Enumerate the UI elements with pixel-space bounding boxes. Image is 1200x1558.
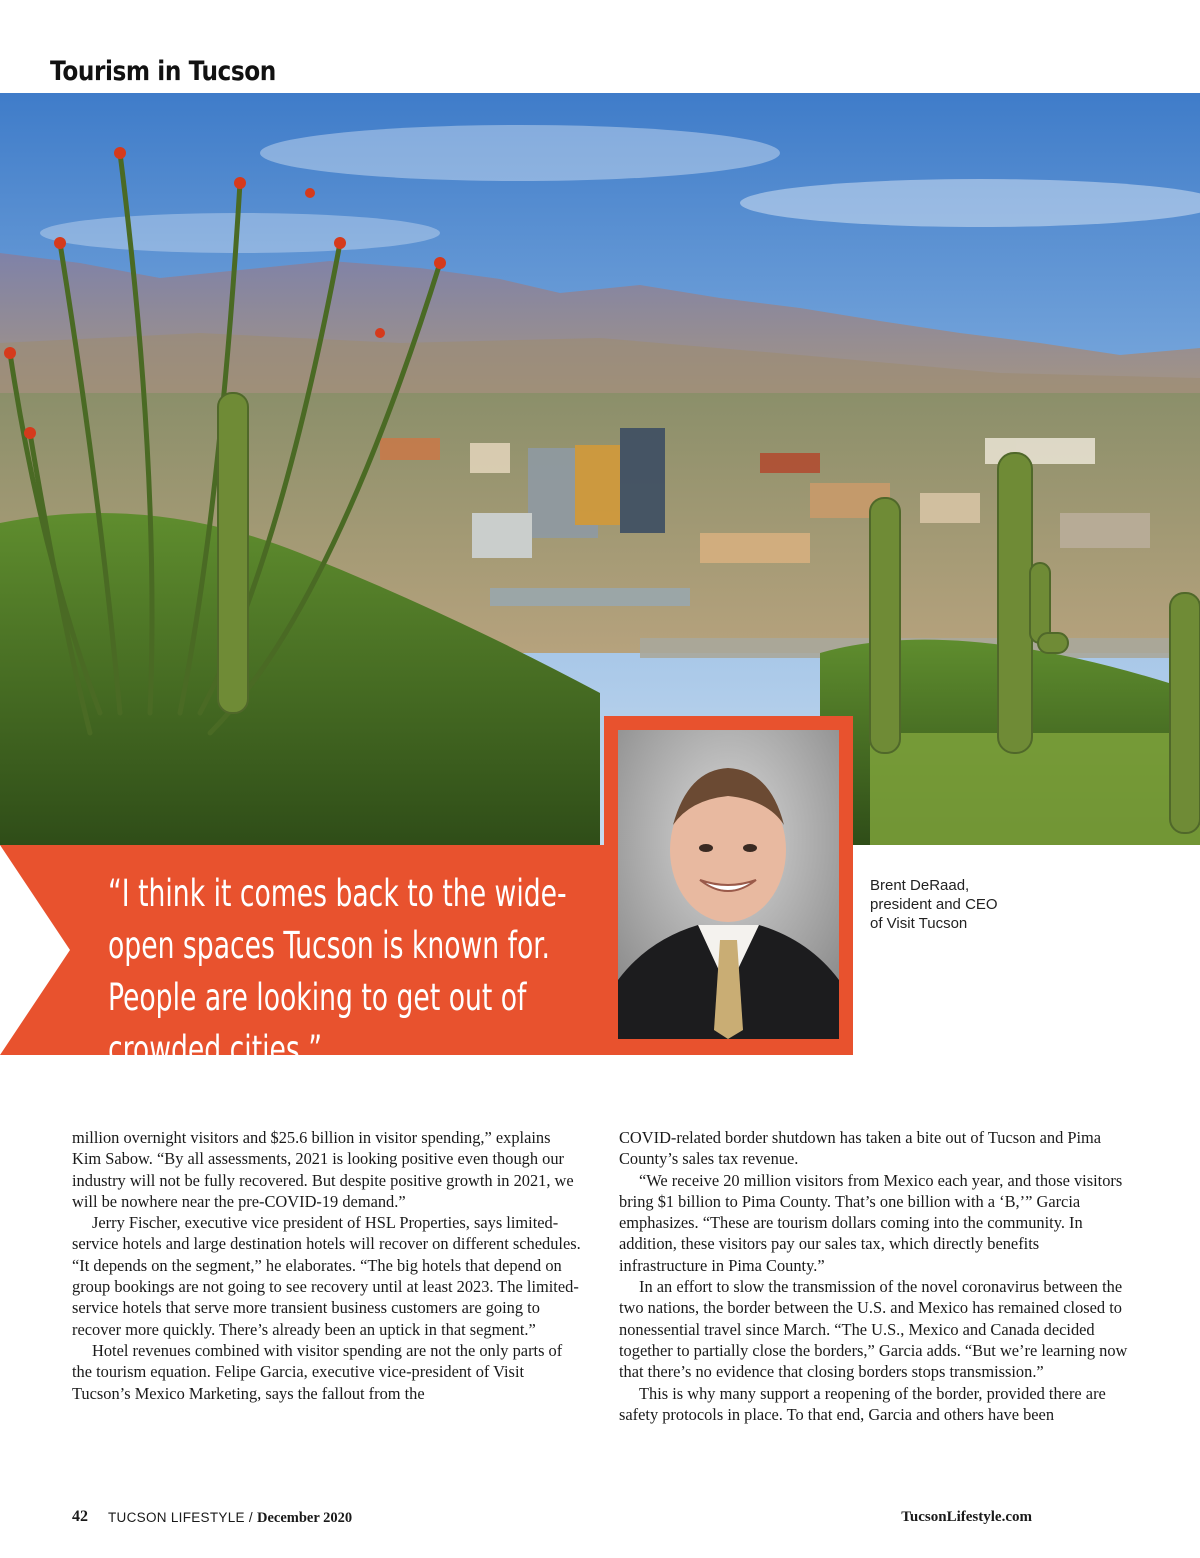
article-column-left — [72, 1127, 582, 1404]
paragraph: million overnight visitors and $25.6 billion in visitor spending,” explains Kim Sabow. “By all assessments, 2021 is looking positive even though our industry will not be fully recovered. But despite positive growth in 2021, we will be nowhere near the pre-COVID-19 demand.” — [72, 1128, 574, 1211]
paragraph: Jerry Fischer, executive vice president of HSL Properties, says limited-service hotels and large destination hotels will recover on different schedules. “It depends on the segment,” he elaborates. “The big hotels that depend on group bookings are not going to see recovery until at least 2023. The limited-service hotels that serve more transient business customers are going to recover more quickly. There’s already been an uptick in that segment.” — [72, 1213, 581, 1339]
website-link[interactable]: TucsonLifestyle.com — [901, 1509, 1032, 1525]
paragraph: In an effort to slow the transmission of the novel coronavirus between the two nations, the border between the U.S. and Mexico has remained closed to nonessential travel since March. “The U.S., Mexico and Canada decided together to partially close the borders,” Garcia adds. “But we’re learning now that there’s no evidence that closing borders stops transmission.” — [619, 1277, 1128, 1382]
paragraph: “We receive 20 million visitors from Mexico each year, and those visitors bring $1 billion to Pima County. That’s one billion with a ‘B,’” Garcia emphasizes. “These are tourism dollars coming into the community. In addition, these visitors pay our sales tax, which directly benefits infrastructure in Pima County.” — [619, 1170, 1123, 1275]
paragraph: This is why many support a reopening of the border, provided there are safety protocols in place. To that end, Garcia and others have been — [619, 1383, 1106, 1424]
magazine-label: TUCSON LIFESTYLE / — [108, 1510, 257, 1525]
issue-date: December 2020 — [256, 1510, 353, 1526]
caption-name: Brent DeRaad, — [870, 877, 970, 894]
caption-org: of Visit Tucson — [870, 915, 968, 932]
page-footer — [72, 1508, 1032, 1532]
portrait-caption — [870, 876, 1070, 933]
paragraph: Hotel revenues combined with visitor spending are not the only parts of the tourism equation. Felipe Garcia, executive vice-president of Visit Tucson’s Mexico Marketing, says the fallout from the — [72, 1340, 563, 1403]
magazine-name — [108, 1510, 352, 1527]
caption-title: president and CEO — [870, 896, 998, 913]
pull-quote-text: “I think it comes back to the wide-open spaces Tucson is known for. People are looking to get out of crowded cities.” — [108, 872, 567, 1071]
page-number: 42 — [72, 1508, 88, 1525]
paragraph: COVID-related border shutdown has taken a bite out of Tucson and Pima County’s sales tax revenue. — [619, 1128, 1102, 1169]
portrait-photo — [618, 730, 839, 1039]
article-column-right — [619, 1127, 1129, 1425]
section-title: Tourism in Tucson — [50, 56, 276, 87]
hero-photo — [0, 93, 1200, 845]
